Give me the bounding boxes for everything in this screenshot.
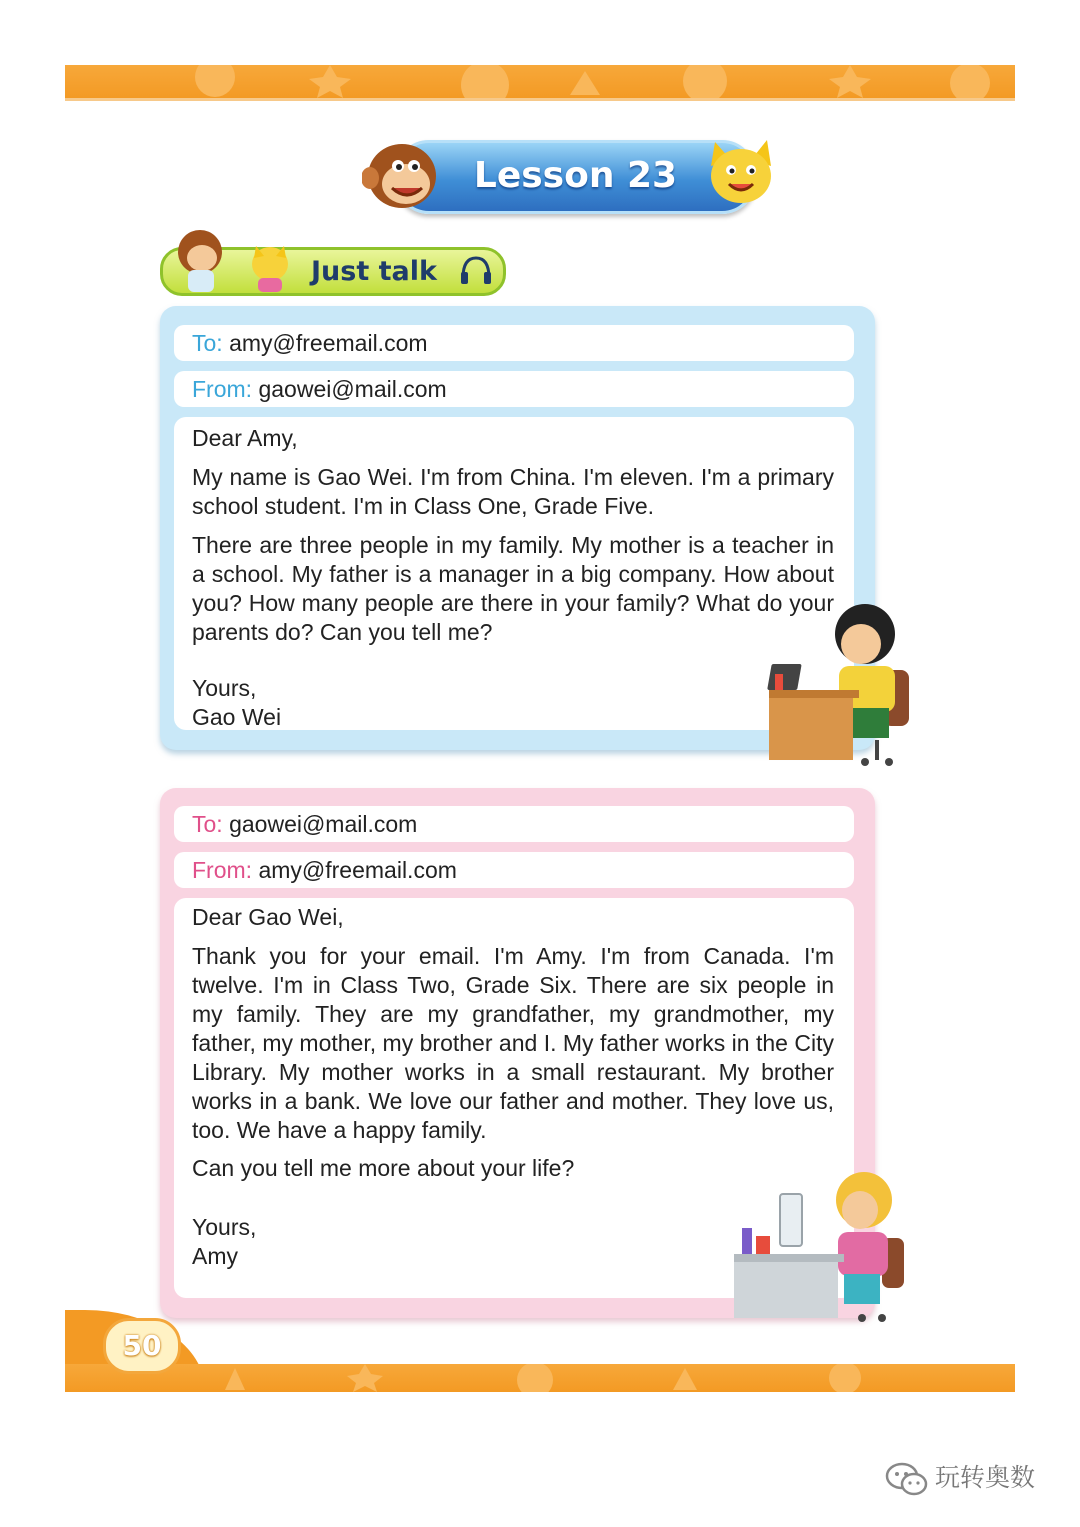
cat-mascot-icon	[705, 136, 777, 208]
boy-at-computer-icon	[765, 600, 915, 770]
kids-mascots-icon	[160, 222, 290, 294]
monkey-mascot-icon	[362, 136, 442, 211]
to-address: gaowei@mail.com	[229, 811, 418, 837]
greeting: Dear Gao Wei,	[192, 904, 344, 930]
from-label: From:	[192, 857, 253, 883]
bottom-decorative-band	[65, 1364, 1015, 1392]
to-field	[174, 325, 854, 361]
email-paragraph: Thank you for your email. I'm Amy. I'm from Canada. I'm twelve. I'm in Class Two, Grade Six. There are six people in my family. They are my grandfather, my grandmother, my father, my mother, my brother and I. My father works in the City Library. My mother works in a small restaurant. My brother works in a bank. We love our father and mother. They love us, too. We have a happy family.	[192, 943, 834, 1143]
to-address: amy@freemail.com	[229, 330, 428, 356]
band-pattern-icon	[65, 65, 1015, 98]
email-paragraph: Can you tell me more about your life?	[192, 1155, 575, 1181]
signature: Gao Wei	[192, 704, 282, 730]
girl-at-computer-icon	[732, 1170, 912, 1325]
email-body	[174, 417, 854, 730]
section-title: Just talk	[311, 256, 437, 287]
page-number: 50	[103, 1318, 181, 1374]
top-decorative-band	[65, 65, 1015, 101]
email-paragraph: There are three people in my family. My mother is a teacher in a school. My father is a manager in a big company. How about you? How many people are there in your family? What do your parents do? Can you tell me?	[192, 532, 834, 645]
signature: Amy	[192, 1243, 238, 1269]
watermark	[885, 1458, 1035, 1498]
greeting: Dear Amy,	[192, 425, 298, 451]
email-paragraph: My name is Gao Wei. I'm from China. I'm eleven. I'm a primary school student. I'm in Class One, Grade Five.	[192, 464, 834, 519]
to-field	[174, 806, 854, 842]
from-label: From:	[192, 376, 253, 402]
watermark-text: 玩转奥数	[935, 1463, 1036, 1492]
from-field	[174, 371, 854, 407]
closing: Yours,	[192, 1214, 257, 1240]
from-address: gaowei@mail.com	[258, 376, 447, 402]
lesson-banner	[395, 140, 756, 214]
lesson-title: Lesson 23	[473, 155, 678, 196]
wechat-logo-icon	[885, 1461, 929, 1497]
closing: Yours,	[192, 675, 257, 701]
to-label: To:	[192, 811, 223, 837]
band-pattern-icon	[65, 1364, 1015, 1392]
to-label: To:	[192, 330, 223, 356]
from-address: amy@freemail.com	[258, 857, 457, 883]
from-field	[174, 852, 854, 888]
headphones-icon	[459, 254, 493, 286]
